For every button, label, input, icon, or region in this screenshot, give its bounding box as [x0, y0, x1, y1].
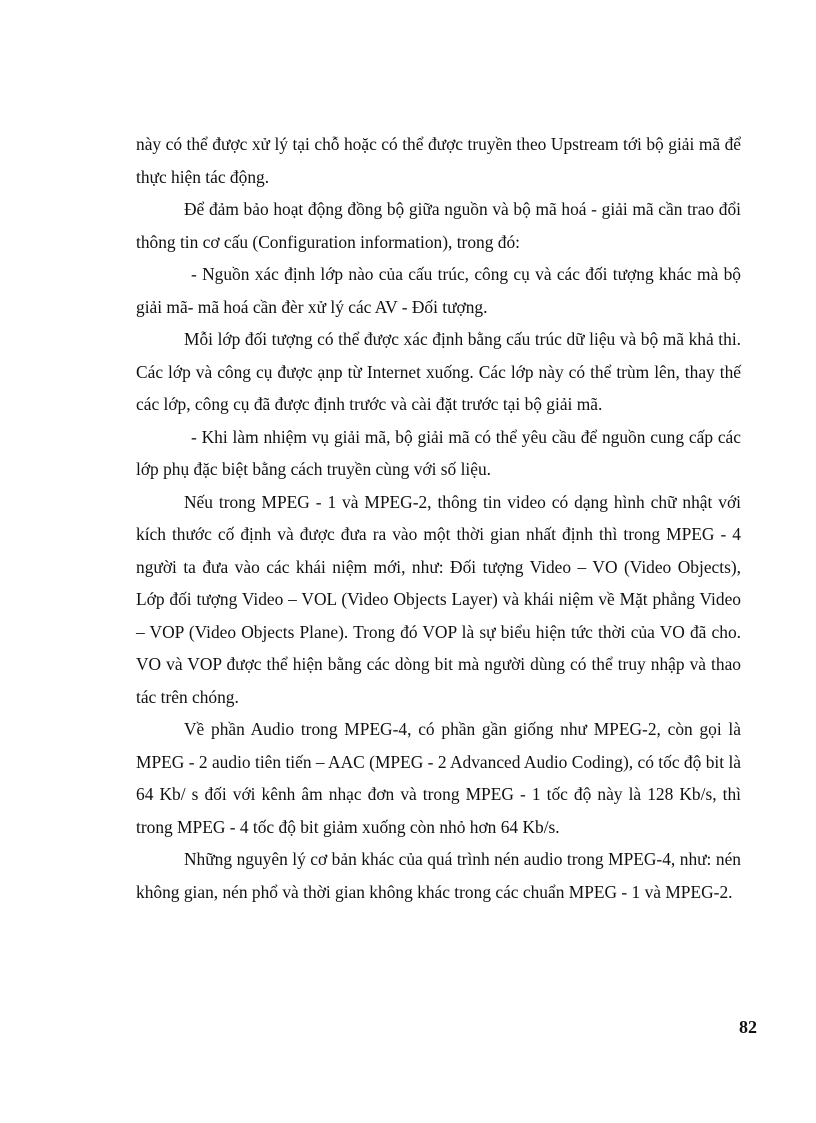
- body-text: [136, 128, 741, 908]
- page-number: 82: [739, 1017, 757, 1037]
- paragraph-audio: Về phần Audio trong MPEG-4, có phần gần giống như MPEG-2, còn gọi là MPEG - 2 audio tiên tiến – AAC (MPEG - 2 Advanced Audio Coding), có tốc độ bit là 64 Kb/ s đối với kênh âm nhạc đơn và trong MPEG - 1 tốc độ này là 128 Kb/s, thì trong MPEG - 4 tốc độ bit giảm xuống còn nhỏ hơn 64 Kb/s.: [136, 719, 741, 837]
- paragraph-audio-principles: Những nguyên lý cơ bản khác của quá trình nén audio trong MPEG-4, như: nén không gian, nén phổ và thời gian không khác trong các chuẩn MPEG - 1 và MPEG-2.: [136, 849, 741, 902]
- paragraph-configuration-info: Để đảm bảo hoạt động đồng bộ giữa nguồn và bộ mã hoá - giải mã cần trao đổi thông tin cơ cấu (Configuration information), trong đó:: [136, 199, 741, 252]
- paragraph-decoder-request: - Khi làm nhiệm vụ giải mã, bộ giải mã có thể yêu cầu để nguồn cung cấp các lớp phụ đặc biệt bằng cách truyền cùng với số liệu.: [136, 426, 741, 479]
- paragraph-object-layers: Mỗi lớp đối tượng có thể được xác định bằng cấu trúc dữ liệu và bộ mã khả thi. Các lớp và công cụ được ạnp từ Internet xuống. Các lớp này có thể trùm lên, thay thế các lớp, công cụ đã được định trước và cài đặt trước tại bộ giải mã.: [136, 329, 741, 414]
- paragraph-continuation: này có thể được xử lý tại chỗ hoặc có thể được truyền theo Upstream tới bộ giải mã để thực hiện tác động.: [136, 134, 741, 187]
- paragraph-video-objects: Nếu trong MPEG - 1 và MPEG-2, thông tin video có dạng hình chữ nhật với kích thước cố định và được đưa ra vào một thời gian nhất định thì trong MPEG - 4 người ta đưa vào các khái niệm mới, như: Đối tượng Video – VO (Video Objects), Lớp đối tượng Video – VOL (Video Objects Layer) và khái niệm về Mặt phẳng Video – VOP (Video Objects Plane). Trong đó VOP là sự biểu hiện tức thời của VO đã cho. VO và VOP được thể hiện bằng các dòng bit mà người dùng có thể truy nhập và thao tác trên chóng.: [136, 491, 741, 707]
- paragraph-source-layer: - Nguồn xác định lớp nào của cấu trúc, công cụ và các đối tượng khác mà bộ giải mã- mã hoá cần đèr xử lý các AV - Đối tượng.: [136, 264, 741, 317]
